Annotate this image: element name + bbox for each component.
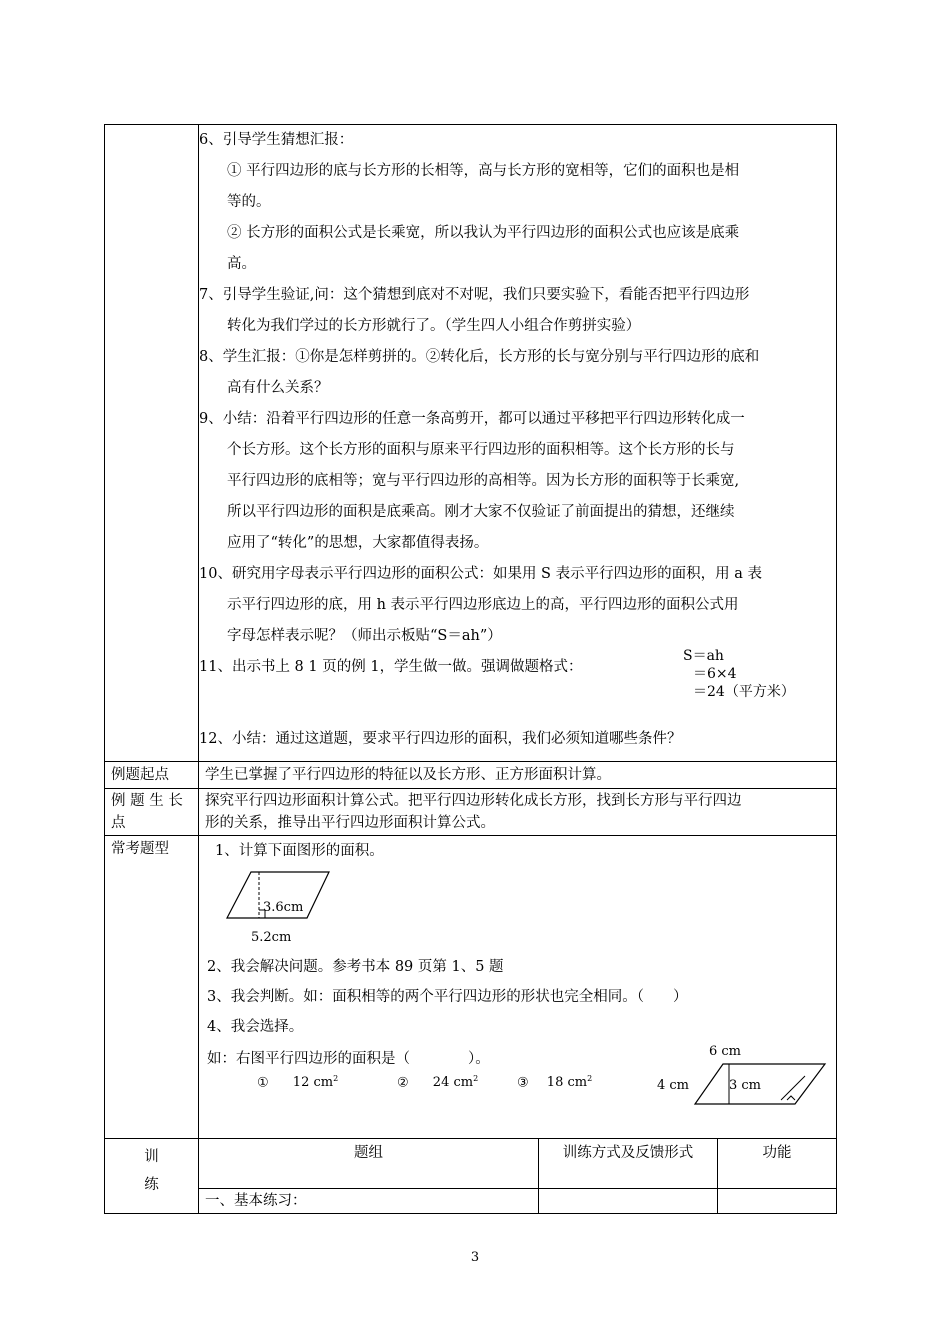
formula-line-3: ＝24（平方米） — [693, 684, 795, 700]
header-function: 功能 — [718, 1139, 837, 1189]
example-formula — [683, 647, 795, 701]
step-9-line-1: 9、小结：沿着平行四边形的任意一条高剪开，都可以通过平移把平行四边形转化成一 — [199, 411, 745, 427]
common-questions-cell — [199, 836, 837, 1139]
step-7-line-2: 转化为我们学过的长方形就行了。（学生四人小组合作剪拼实验） — [227, 318, 641, 334]
option-2-mark: ② — [397, 1075, 409, 1091]
option-1-value: 12 cm — [292, 1075, 334, 1091]
header-question-group: 题组 — [199, 1139, 539, 1189]
option-2[interactable] — [397, 1074, 478, 1090]
step-10-line-1: 10、研究用字母表示平行四边形的面积公式：如果用 S 表示平行四边形的面积，用 a 表 — [199, 566, 762, 582]
growth-line-1: 探究平行四边形面积计算公式。把平行四边形转化成长方形，找到长方形与平行四边 — [205, 793, 742, 809]
option-3-mark: ③ — [517, 1075, 529, 1091]
step-8-line-2: 高有什么关系？ — [227, 380, 329, 396]
guess-1-line-1: ① 平行四边形的底与长方形的长相等，高与长方形的宽相等，它们的面积也是相 — [227, 163, 740, 179]
guess-2-line-1: ② 长方形的面积公式是长乘宽，所以我认为平行四边形的面积公式也应该是底乘 — [227, 225, 740, 241]
empty-label-cell — [105, 125, 199, 762]
step-7-line-1: 7、引导学生验证,问：这个猜想到底对不对呢，我们只要实验下，看能否把平行四边形 — [199, 287, 750, 303]
step-9-line-4: 所以平行四边形的面积是底乘高。刚才大家不仅验证了前面提出的猜想，还继续 — [227, 504, 735, 520]
option-2-value: 24 cm — [432, 1075, 474, 1091]
step-9-line-3: 平行四边形的底相等；宽与平行四边形的高相等。因为长方形的面积等于长乘宽, — [227, 473, 740, 489]
option-1[interactable] — [257, 1074, 338, 1090]
label-example-start: 例题起点 — [105, 762, 199, 789]
figure-1-base-label: 5.2cm — [251, 930, 292, 945]
option-2-unit-sup: 2 — [473, 1074, 479, 1083]
figure-2-height-label: 3 cm — [729, 1078, 762, 1093]
step-7 — [199, 280, 836, 342]
label-common-questions: 常考题型 — [105, 836, 199, 1139]
step-6 — [199, 125, 836, 280]
guess-2-line-2: 高。 — [227, 256, 256, 272]
step-6-title: 6、引导学生猜想汇报： — [199, 132, 354, 148]
option-1-mark: ① — [257, 1075, 269, 1091]
option-3[interactable] — [517, 1074, 592, 1090]
question-4-example: 如：右图平行四边形的面积是（ ）。 — [207, 1051, 490, 1067]
growth-line-2: 形的关系，推导出平行四边形面积计算公式。 — [205, 815, 495, 831]
step-8 — [199, 342, 836, 404]
option-1-unit-sup: 2 — [333, 1074, 339, 1083]
step-11: 11、出示书上 8 1 页的例 1，学生做一做。强调做题格式： — [199, 659, 583, 675]
step-10-line-2: 示平行四边形的底，用 h 表示平行四边形底边上的高，平行四边形的面积公式用 — [227, 597, 739, 613]
figure-2-top-label: 6 cm — [709, 1044, 742, 1059]
option-3-unit-sup: 2 — [587, 1074, 593, 1083]
header-training-method: 训练方式及反馈形式 — [539, 1139, 718, 1189]
figure-1-height-label: 3.6cm — [263, 900, 304, 915]
basic-practice: 一、基本练习： — [199, 1189, 539, 1214]
step-12: 12、小结：通过这道题，要求平行四边形的面积，我们必须知道哪些条件？ — [199, 731, 682, 747]
process-steps-cell — [199, 125, 837, 762]
step-10-line-3: 字母怎样表示呢？（师出示板贴“S＝ah”） — [227, 628, 502, 644]
step-10 — [199, 559, 836, 652]
label-training-line-2: 练 — [144, 1177, 159, 1193]
step-9-line-5: 应用了“转化”的思想，大家都值得表扬。 — [227, 535, 489, 551]
label-training-line-1: 训 — [144, 1149, 159, 1165]
example-growth-text — [199, 789, 837, 836]
basic-practice-function — [718, 1189, 837, 1214]
label-example-growth — [105, 789, 199, 836]
label-growth-line-2: 点 — [111, 815, 126, 831]
step-8-line-1: 8、学生汇报：①你是怎样剪拼的。②转化后，长方形的长与宽分别与平行四边形的底和 — [199, 349, 760, 365]
figure-2-side-label: 4 cm — [657, 1078, 690, 1093]
example-start-text: 学生已掌握了平行四边形的特征以及长方形、正方形面积计算。 — [199, 762, 837, 789]
basic-practice-method — [539, 1189, 718, 1214]
step-9-line-2: 个长方形。这个长方形的面积与原来平行四边形的面积相等。这个长方形的长与 — [227, 442, 735, 458]
question-4: 4、我会选择。 — [207, 1019, 304, 1035]
lesson-table — [104, 124, 837, 1214]
question-3: 3、我会判断。如：面积相等的两个平行四边形的形状也完全相同。（ ） — [207, 989, 688, 1005]
label-growth-line-1: 例 题 生 长 — [111, 793, 183, 809]
question-1: 1、计算下面图形的面积。 — [215, 843, 384, 859]
formula-line-1: S＝ah — [683, 648, 724, 664]
formula-line-2: ＝6×4 — [693, 666, 737, 682]
question-2: 2、我会解决问题。参考书本 89 页第 1、5 题 — [207, 959, 504, 975]
label-training — [105, 1139, 199, 1214]
guess-1-line-2: 等的。 — [227, 194, 271, 210]
page-number: 3 — [470, 1250, 480, 1265]
step-9 — [199, 404, 836, 559]
option-3-value: 18 cm — [546, 1075, 588, 1091]
